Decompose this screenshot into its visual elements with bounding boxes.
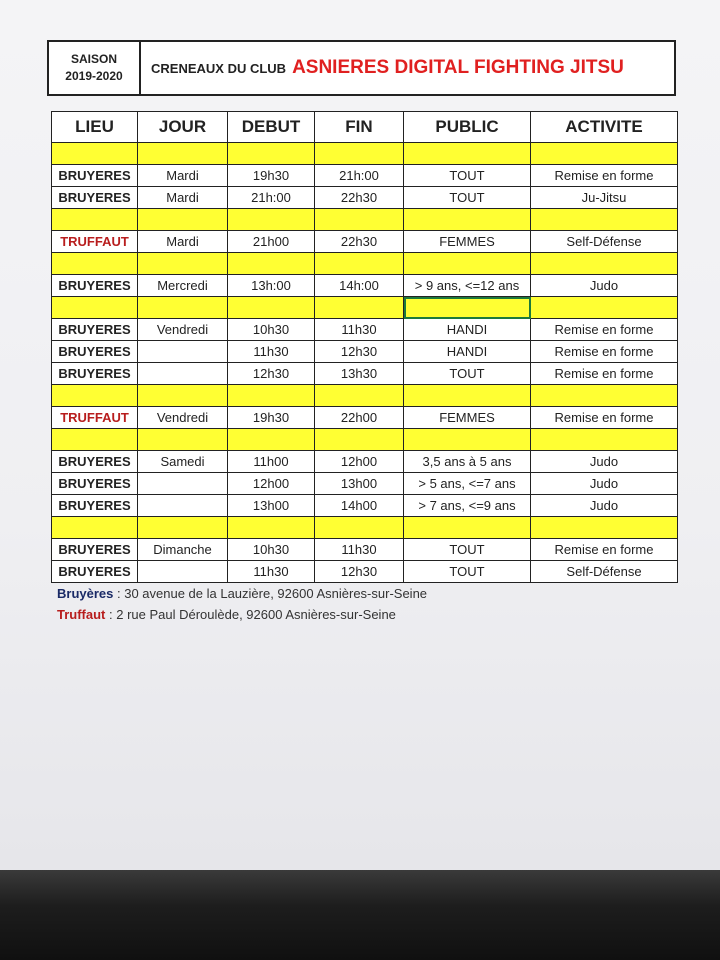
column-header[interactable]: FIN: [315, 112, 404, 143]
address-name: Bruyères: [57, 586, 114, 601]
cell-jour[interactable]: [138, 473, 228, 495]
separator-cell[interactable]: [531, 297, 678, 319]
cell-lieu[interactable]: BRUYERES: [52, 363, 138, 385]
cell-jour[interactable]: Dimanche: [138, 539, 228, 561]
cell-lieu[interactable]: BRUYERES: [52, 539, 138, 561]
cell-jour[interactable]: [138, 363, 228, 385]
season-box: [49, 42, 141, 94]
separator-cell[interactable]: [52, 429, 138, 451]
cell-fin[interactable]: 13h00: [315, 473, 404, 495]
cell-jour[interactable]: Vendredi: [138, 319, 228, 341]
cell-activite[interactable]: Remise en forme: [531, 341, 678, 363]
club-name: ASNIERES DIGITAL FIGHTING JITSU: [292, 57, 624, 78]
cell-fin[interactable]: 22h30: [315, 187, 404, 209]
cell-public[interactable]: FEMMES: [404, 407, 531, 429]
schedule-title: [141, 42, 674, 94]
separator-cell[interactable]: [315, 517, 404, 539]
separator-cell[interactable]: [315, 143, 404, 165]
season-years: 2019-2020: [65, 69, 123, 83]
separator-cell[interactable]: [404, 429, 531, 451]
cell-activite[interactable]: Remise en forme: [531, 407, 678, 429]
cell-activite[interactable]: Judo: [531, 473, 678, 495]
cell-lieu[interactable]: BRUYERES: [52, 341, 138, 363]
cell-fin[interactable]: 21h:00: [315, 165, 404, 187]
cell-debut[interactable]: 13h:00: [228, 275, 315, 297]
cell-jour[interactable]: Mardi: [138, 165, 228, 187]
table-row: [52, 319, 678, 341]
cell-debut[interactable]: 10h30: [228, 319, 315, 341]
separator-cell[interactable]: [52, 385, 138, 407]
cell-debut[interactable]: 11h00: [228, 451, 315, 473]
separator-cell[interactable]: [52, 143, 138, 165]
cell-jour[interactable]: Samedi: [138, 451, 228, 473]
cell-fin[interactable]: 22h30: [315, 231, 404, 253]
cell-lieu[interactable]: BRUYERES: [52, 275, 138, 297]
address-truffaut: [57, 607, 396, 622]
separator-row: [52, 143, 678, 165]
cell-fin[interactable]: 11h30: [315, 319, 404, 341]
cell-public[interactable]: 3,5 ans à 5 ans: [404, 451, 531, 473]
cell-fin[interactable]: 12h00: [315, 451, 404, 473]
cell-debut[interactable]: 19h30: [228, 165, 315, 187]
separator-cell[interactable]: [138, 209, 228, 231]
table-row: [52, 561, 678, 583]
cell-public[interactable]: TOUT: [404, 561, 531, 583]
table-row: [52, 407, 678, 429]
cell-debut[interactable]: 10h30: [228, 539, 315, 561]
separator-row: [52, 517, 678, 539]
cell-activite[interactable]: Judo: [531, 275, 678, 297]
separator-cell[interactable]: [138, 143, 228, 165]
column-header[interactable]: PUBLIC: [404, 112, 531, 143]
cell-public[interactable]: HANDI: [404, 341, 531, 363]
separator-cell[interactable]: [531, 429, 678, 451]
cell-lieu[interactable]: BRUYERES: [52, 451, 138, 473]
cell-activite[interactable]: Remise en forme: [531, 319, 678, 341]
address-text: : 2 rue Paul Déroulède, 92600 Asnières-sur-Seine: [105, 607, 396, 622]
separator-row: [52, 385, 678, 407]
separator-cell[interactable]: [404, 209, 531, 231]
cell-debut[interactable]: 11h30: [228, 561, 315, 583]
schedule-header: [47, 40, 676, 96]
table-body: [52, 143, 678, 583]
separator-cell[interactable]: [228, 297, 315, 319]
cell-activite[interactable]: Self-Défense: [531, 231, 678, 253]
table-header-row: [52, 112, 678, 143]
cell-activite[interactable]: Self-Défense: [531, 561, 678, 583]
separator-cell[interactable]: [531, 209, 678, 231]
cell-public[interactable]: HANDI: [404, 319, 531, 341]
separator-cell[interactable]: [531, 253, 678, 275]
separator-cell[interactable]: [52, 517, 138, 539]
cell-public[interactable]: FEMMES: [404, 231, 531, 253]
cell-fin[interactable]: 14h:00: [315, 275, 404, 297]
cell-fin[interactable]: 12h30: [315, 561, 404, 583]
cell-public[interactable]: > 5 ans, <=7 ans: [404, 473, 531, 495]
schedule-table: [51, 111, 678, 583]
separator-cell[interactable]: [315, 385, 404, 407]
separator-cell[interactable]: [228, 385, 315, 407]
column-header[interactable]: LIEU: [52, 112, 138, 143]
cell-jour[interactable]: Mardi: [138, 187, 228, 209]
cell-jour[interactable]: [138, 495, 228, 517]
cell-activite[interactable]: Judo: [531, 451, 678, 473]
address-text: : 30 avenue de la Lauzière, 92600 Asnières-sur-Seine: [113, 586, 428, 601]
cell-jour[interactable]: Mercredi: [138, 275, 228, 297]
cell-public[interactable]: > 9 ans, <=12 ans: [404, 275, 531, 297]
cell-fin[interactable]: 13h30: [315, 363, 404, 385]
cell-public[interactable]: TOUT: [404, 363, 531, 385]
separator-cell[interactable]: [138, 429, 228, 451]
cell-fin[interactable]: 12h30: [315, 341, 404, 363]
cell-public[interactable]: TOUT: [404, 187, 531, 209]
cell-fin[interactable]: 14h00: [315, 495, 404, 517]
separator-cell[interactable]: [52, 209, 138, 231]
separator-row: [52, 253, 678, 275]
separator-cell[interactable]: [404, 253, 531, 275]
cell-public[interactable]: TOUT: [404, 539, 531, 561]
table-row: [52, 495, 678, 517]
table-row: [52, 451, 678, 473]
cell-jour[interactable]: Mardi: [138, 231, 228, 253]
cell-fin[interactable]: 22h00: [315, 407, 404, 429]
cell-lieu[interactable]: TRUFFAUT: [52, 231, 138, 253]
season-label: SAISON: [70, 52, 117, 66]
cell-debut[interactable]: 12h00: [228, 473, 315, 495]
cell-lieu[interactable]: BRUYERES: [52, 473, 138, 495]
separator-cell[interactable]: [531, 143, 678, 165]
cell-activite[interactable]: Remise en forme: [531, 363, 678, 385]
separator-cell[interactable]: [404, 517, 531, 539]
cell-jour[interactable]: [138, 561, 228, 583]
cell-debut[interactable]: 21h:00: [228, 187, 315, 209]
cell-activite[interactable]: Remise en forme: [531, 165, 678, 187]
separator-cell[interactable]: [531, 517, 678, 539]
table-row: [52, 275, 678, 297]
cell-lieu[interactable]: TRUFFAUT: [52, 407, 138, 429]
table-row: [52, 363, 678, 385]
separator-cell[interactable]: [52, 297, 138, 319]
cell-fin[interactable]: 11h30: [315, 539, 404, 561]
table-row: [52, 539, 678, 561]
cell-debut[interactable]: 21h00: [228, 231, 315, 253]
separator-cell[interactable]: [531, 385, 678, 407]
title-prefix: CRENEAUX DU CLUB: [151, 60, 287, 76]
column-header[interactable]: DEBUT: [228, 112, 315, 143]
table-row: [52, 231, 678, 253]
separator-cell[interactable]: [138, 253, 228, 275]
cell-lieu[interactable]: BRUYERES: [52, 561, 138, 583]
address-bruyeres: [57, 586, 427, 601]
separator-row: [52, 297, 678, 319]
separator-cell[interactable]: [138, 385, 228, 407]
cell-debut[interactable]: 19h30: [228, 407, 315, 429]
separator-cell[interactable]: [315, 297, 404, 319]
separator-cell[interactable]: [138, 517, 228, 539]
separator-row: [52, 209, 678, 231]
separator-cell[interactable]: [404, 385, 531, 407]
cell-public[interactable]: > 7 ans, <=9 ans: [404, 495, 531, 517]
separator-cell[interactable]: [228, 253, 315, 275]
cell-lieu[interactable]: BRUYERES: [52, 187, 138, 209]
cell-debut[interactable]: 12h30: [228, 363, 315, 385]
cell-activite[interactable]: Remise en forme: [531, 539, 678, 561]
cell-lieu[interactable]: BRUYERES: [52, 165, 138, 187]
table-row: [52, 187, 678, 209]
separator-cell[interactable]: [52, 253, 138, 275]
separator-row: [52, 429, 678, 451]
separator-cell[interactable]: [228, 517, 315, 539]
separator-cell[interactable]: [315, 429, 404, 451]
cell-activite[interactable]: Ju-Jitsu: [531, 187, 678, 209]
table-row: [52, 165, 678, 187]
cell-lieu[interactable]: BRUYERES: [52, 319, 138, 341]
column-header[interactable]: JOUR: [138, 112, 228, 143]
separator-cell[interactable]: [315, 209, 404, 231]
separator-cell[interactable]: [404, 143, 531, 165]
cell-debut[interactable]: 11h30: [228, 341, 315, 363]
separator-cell[interactable]: [404, 297, 531, 319]
separator-cell[interactable]: [228, 429, 315, 451]
separator-cell[interactable]: [228, 209, 315, 231]
table-row: [52, 473, 678, 495]
cell-jour[interactable]: [138, 341, 228, 363]
separator-cell[interactable]: [138, 297, 228, 319]
cell-jour[interactable]: Vendredi: [138, 407, 228, 429]
monitor-bezel: [0, 870, 720, 960]
separator-cell[interactable]: [315, 253, 404, 275]
separator-cell[interactable]: [228, 143, 315, 165]
cell-lieu[interactable]: BRUYERES: [52, 495, 138, 517]
table-row: [52, 341, 678, 363]
cell-activite[interactable]: Judo: [531, 495, 678, 517]
column-header[interactable]: ACTIVITE: [531, 112, 678, 143]
cell-public[interactable]: TOUT: [404, 165, 531, 187]
address-name: Truffaut: [57, 607, 106, 622]
cell-debut[interactable]: 13h00: [228, 495, 315, 517]
